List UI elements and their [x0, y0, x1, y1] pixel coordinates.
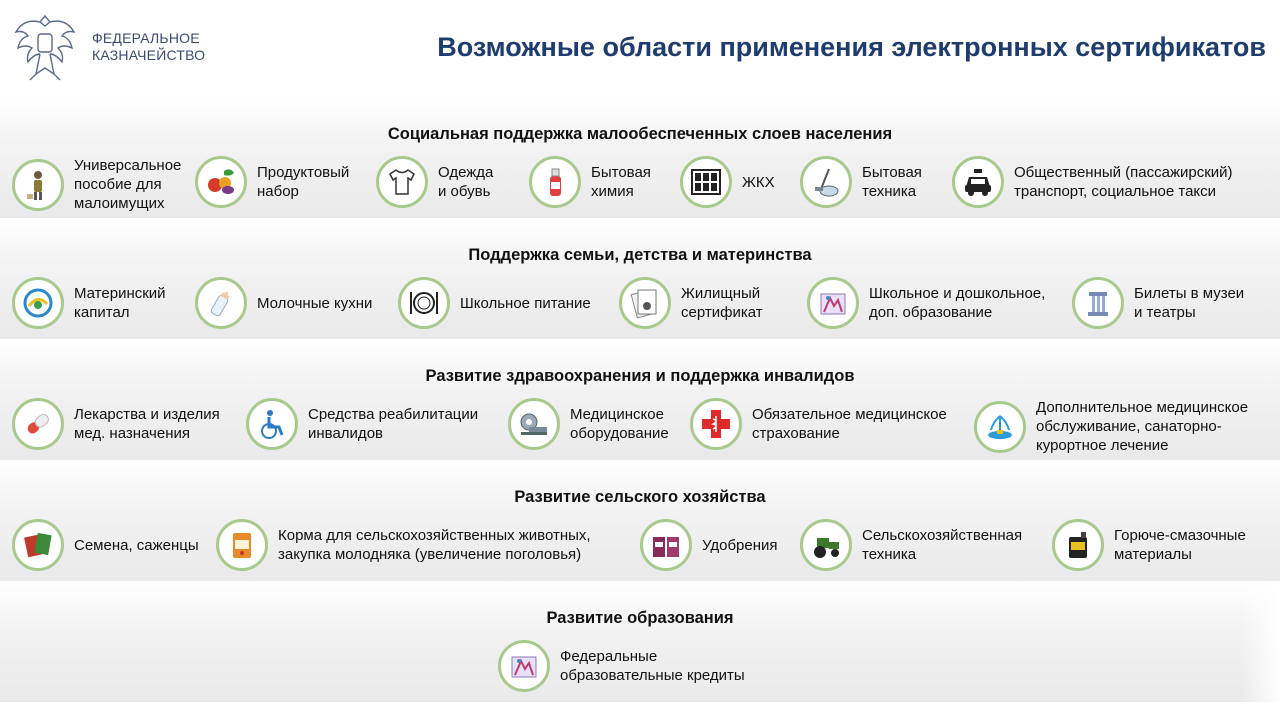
item-school-education [807, 277, 1045, 329]
item-maternity-capital [12, 277, 166, 329]
section-social-support [0, 98, 1280, 218]
item-home-appliances [800, 156, 922, 208]
item-label: ЖКХ [742, 173, 775, 191]
wheelchair-icon [255, 407, 289, 441]
item-clothing [376, 156, 493, 208]
section-title: Развитие образования [546, 609, 734, 627]
organization-name [92, 30, 205, 64]
item-housing-certificate [619, 277, 763, 329]
item-mandatory-insurance [690, 398, 947, 450]
item-fuel-lubricants [1052, 519, 1246, 571]
item-housing-utilities [680, 156, 775, 208]
org-line-1: ФЕДЕРАЛЬНОЕ [92, 30, 200, 46]
item-label: Жилищный сертификат [681, 285, 763, 321]
feed-bag-icon [225, 528, 259, 562]
item-school-meals [398, 277, 591, 329]
item-label: Лекарства и изделия мед. назначения [74, 406, 220, 442]
fuel-canister-icon [1061, 528, 1095, 562]
section-title: Развитие здравоохранения и поддержка инвалидов [425, 367, 855, 385]
item-label: Средства реабилитации инвалидов [308, 406, 479, 442]
item-museum-tickets [1072, 277, 1244, 329]
item-label: Билеты в музеи и театры [1134, 285, 1245, 321]
item-label: Универсальное пособие для малоимущих [74, 157, 182, 212]
section-title: Социальная поддержка малообеспеченных слоев населения [387, 125, 893, 143]
column-icon [1081, 286, 1115, 320]
tractor-icon [809, 528, 843, 562]
education-icon [507, 649, 541, 683]
item-seeds [12, 519, 199, 571]
section-family-support [0, 219, 1280, 339]
item-label: Дополнительное медицинское обслуживание, санаторно- курортное лечение [1036, 399, 1249, 454]
item-label: Корма для сельскохозяйственных животных, закупка молодняка (увеличение поголовья) [278, 527, 591, 563]
baby-bottle-icon [204, 286, 238, 320]
org-line-2: КАЗНАЧЕЙСТВО [92, 47, 206, 63]
item-label: Удобрения [702, 536, 778, 554]
taxi-icon [961, 165, 995, 199]
item-label: Бытовая техника [862, 164, 922, 200]
item-label: Молочные кухни [257, 294, 373, 312]
page-title: Возможные области применения электронных сертификатов [437, 32, 1266, 62]
groceries-icon [204, 165, 238, 199]
item-label: Бытовая химия [591, 164, 651, 200]
medical-scanner-icon [517, 407, 551, 441]
plate-icon [407, 286, 441, 320]
item-medical-equipment [508, 398, 669, 450]
school-icon [816, 286, 850, 320]
certificate-icon [628, 286, 662, 320]
pill-icon [21, 407, 55, 441]
item-label: Продуктовый набор [257, 164, 350, 200]
item-public-transport [952, 156, 1233, 208]
family-logo-icon [21, 286, 55, 320]
seeds-icon [21, 528, 55, 562]
item-label: Школьное и дошкольное, доп. образование [869, 285, 1046, 321]
item-label: Медицинское оборудование [570, 406, 669, 442]
item-label: Материнский капитал [74, 285, 166, 321]
section-agriculture [0, 461, 1280, 581]
fountain-icon [983, 410, 1017, 444]
item-universal-allowance [12, 156, 181, 213]
header [0, 0, 1280, 99]
section-healthcare [0, 340, 1280, 460]
item-milk-kitchens [195, 277, 372, 329]
tshirt-icon [385, 165, 419, 199]
item-label: Одежда и обувь [438, 164, 494, 200]
item-education-loans [498, 640, 745, 692]
item-medicines [12, 398, 220, 450]
section-title: Поддержка семьи, детства и материнства [468, 246, 812, 264]
item-label: Семена, саженцы [74, 536, 199, 554]
item-label: Обязательное медицинское страхование [752, 406, 947, 442]
person-icon [21, 168, 55, 202]
item-label: Федеральные образовательные кредиты [560, 648, 745, 684]
utilities-icon [689, 165, 723, 199]
item-rehabilitation [246, 398, 478, 450]
section-title: Развитие сельского хозяйства [514, 488, 766, 506]
red-cross-icon [699, 407, 733, 441]
item-household-chemicals [529, 156, 651, 208]
item-animal-feed [216, 519, 591, 571]
item-label: Горюче-смазочные материалы [1114, 527, 1246, 563]
eagle-emblem-icon [10, 8, 80, 86]
spray-bottle-icon [538, 165, 572, 199]
item-extra-medical [974, 398, 1248, 455]
item-fertilizers [640, 519, 778, 571]
item-label: Школьное питание [460, 294, 591, 312]
item-agricultural-machinery [800, 519, 1022, 571]
item-label: Общественный (пассажирский) транспорт, социальное такси [1014, 164, 1233, 200]
fertilizer-icon [649, 528, 683, 562]
item-label: Сельскохозяйственная техника [862, 527, 1023, 563]
item-food-set [195, 156, 349, 208]
section-education [0, 582, 1280, 702]
vacuum-icon [809, 165, 843, 199]
